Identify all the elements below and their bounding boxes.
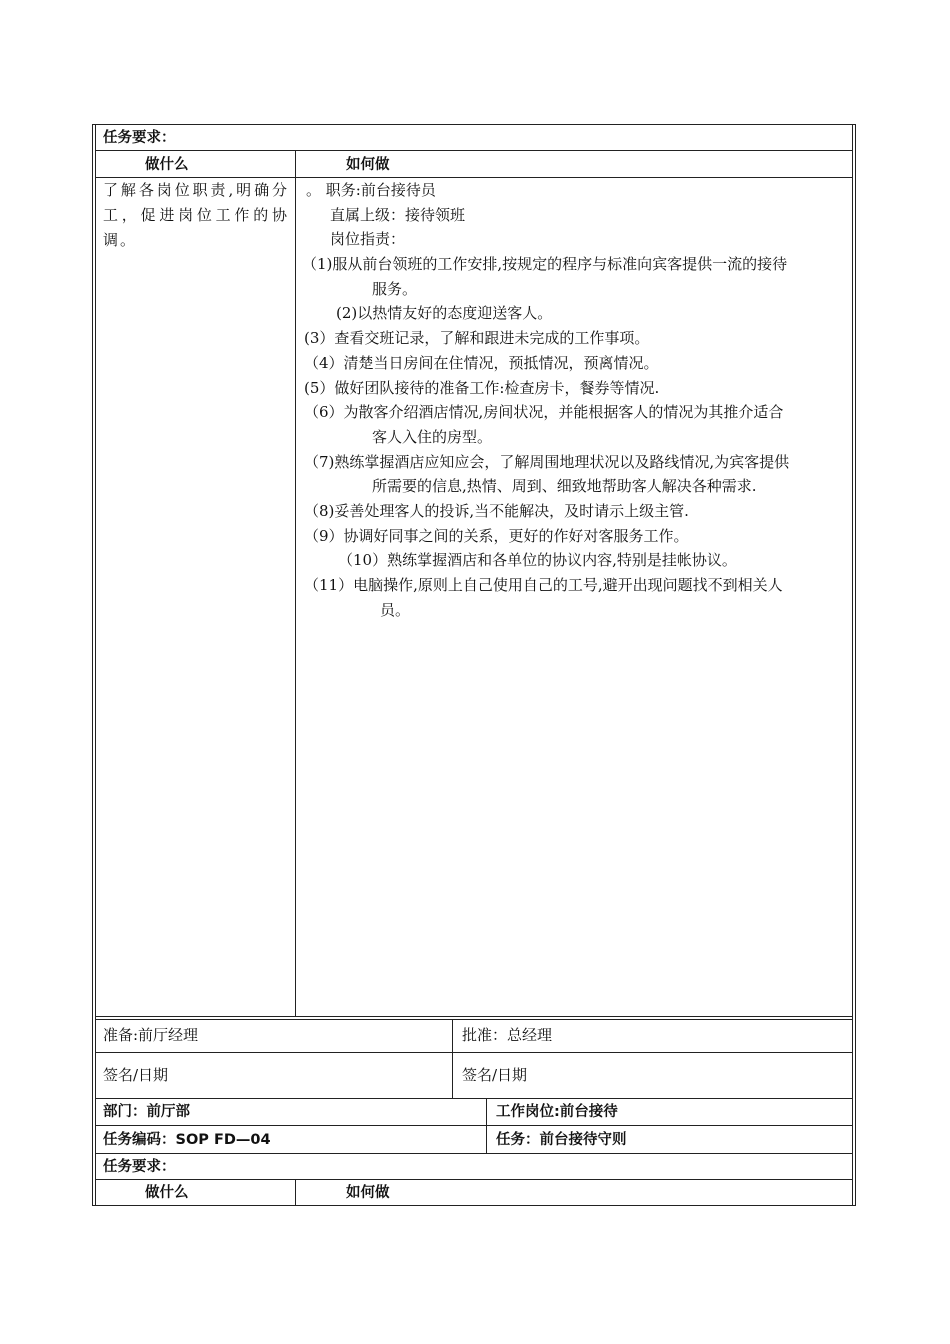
duty-line: 客人入住的房型。 <box>372 427 493 446</box>
divider <box>95 1052 853 1053</box>
duty-list <box>296 178 852 622</box>
divider <box>95 1019 853 1020</box>
duty-line: （11）电脑操作,原则上自己使用自己的工号,避开出现问题找不到相关人 <box>304 576 783 594</box>
duty-line: (5）做好团队接待的准备工作:检查房卡，餐券等情况. <box>304 378 660 397</box>
approved-by: 批准：总经理 <box>462 1026 553 1044</box>
signature-date-right: 签名/日期 <box>462 1066 528 1084</box>
duty-line: 员。 <box>380 600 411 619</box>
task-code: 任务编码：SOP FD—04 <box>103 1132 271 1148</box>
department: 部门：前厅部 <box>103 1104 190 1120</box>
duty-line: 。 职务:前台接待员 <box>306 181 436 199</box>
duty-line: (2)以热情友好的态度迎送客人。 <box>336 304 553 323</box>
duty-line: （9）协调好同事之间的关系，更好的作好对客服务工作。 <box>304 526 689 545</box>
duty-line: （1)服从前台领班的工作安排,按规定的程序与标准向宾客提供一流的接待 <box>302 255 788 274</box>
prepared-by: 准备:前厅经理 <box>103 1026 199 1044</box>
frame-inner-left <box>95 124 96 1206</box>
column-header-what: 做什么 <box>145 157 189 173</box>
divider <box>95 150 853 151</box>
duty-line: 岗位指责： <box>330 230 406 249</box>
job-position: 工作岗位:前台接待 <box>496 1104 618 1120</box>
column-header-what: 做什么 <box>145 1185 189 1201</box>
divider <box>95 1153 853 1154</box>
header-divider <box>486 1098 487 1154</box>
divider <box>95 1125 853 1126</box>
duty-line: （4）清楚当日房间在住情况，预抵情况，预离情况。 <box>304 353 659 372</box>
duty-line: （7)熟练掌握酒店应知应会，了解周围地理状况以及路线情况,为宾客提供 <box>304 452 790 471</box>
column-divider <box>295 1179 296 1206</box>
task-requirements-label: 任务要求： <box>103 1159 176 1175</box>
duty-line: （8)妥善处理客人的投诉,当不能解决，及时请示上级主管. <box>304 501 689 520</box>
duty-line: 所需要的信息,热情、周到、细致地帮助客人解决各种需求. <box>372 477 757 496</box>
duty-line: 直属上级：接待领班 <box>330 205 466 224</box>
divider <box>95 1179 853 1180</box>
column-header-how: 如何做 <box>346 1185 390 1201</box>
approval-divider <box>452 1019 453 1099</box>
task-name: 任务：前台接待守则 <box>496 1132 627 1148</box>
duty-line: 服务。 <box>372 279 418 298</box>
divider <box>95 1098 853 1099</box>
duty-line: (3）查看交班记录，了解和跟进未完成的工作事项。 <box>304 329 650 348</box>
divider <box>95 1016 853 1017</box>
duty-line: （10）熟练掌握酒店和各单位的协议内容,特别是挂帐协议。 <box>338 551 737 570</box>
what-to-do-text: 了解各岗位职责,明确分工，促进岗位工作的协调。 <box>103 181 289 249</box>
signature-date-left: 签名/日期 <box>103 1066 169 1084</box>
column-header-how: 如何做 <box>346 157 390 173</box>
task-requirements-label: 任务要求： <box>103 130 176 146</box>
duty-line: （6）为散客介绍酒店情况,房间状况，并能根据客人的情况为其推介适合 <box>304 403 784 422</box>
